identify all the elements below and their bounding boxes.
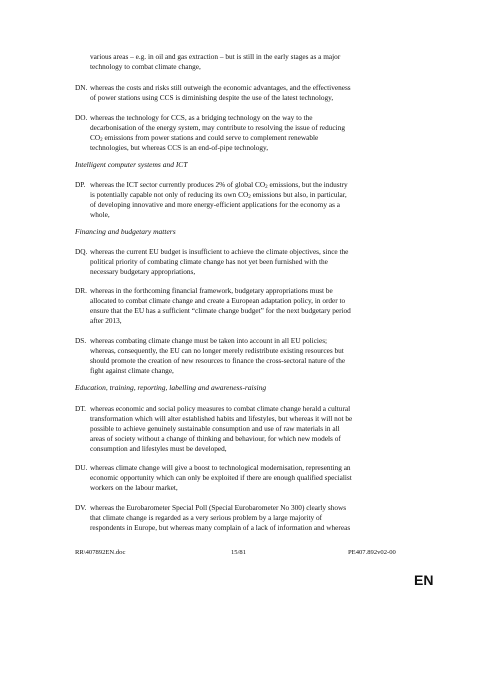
footer-page-number: 15/81 (231, 549, 247, 556)
recital-dq: DQ. whereas the current EU budget is insufficient to achieve the climate objectives, since the political priority of combating climate change has not yet been furnished with the necessary budgetary appropriations, (75, 247, 349, 276)
recital-label: DO. (75, 113, 88, 122)
recital-label: DR. (75, 286, 87, 295)
language-code: EN (414, 572, 434, 588)
recital-du: DU. whereas climate change will give a boost to technological modernisation, representing an economic opportunity which can only be exploited if there are enough qualified specialist workers on the labour market, (75, 463, 352, 492)
recital-dn: DN. whereas the costs and risks still outweigh the economic advantages, and the effectiveness of power stations using CCS is diminishing despite the use of the latest technology, (75, 83, 351, 102)
recital-dt: DT. whereas economic and social policy measures to combat climate change herald a cultural transformation which will alter established habits and lifestyles, but whereas it will not be possible to achieve genuinely sustainable consumption and use of raw materials in all areas of society without a change of thinking and behaviour, for which new models of consumption and lifestyles must be developed, (75, 404, 353, 453)
recital-label: DV. (75, 503, 87, 512)
section-heading-education: Education, training, reporting, labelling and awareness-raising (75, 383, 267, 392)
recital-dp: DP. whereas the ICT sector currently produces 2% of global $CO_2$ emissions, but the industry is potentially capable not only of reducing its own $CO_2$ emissions but also, in particular, of developing innovative and more energy-efficient applications for the economy as a whole, (75, 180, 410, 220)
footer-doc-reference: RR\407892EN.doc (75, 549, 126, 556)
line-with-subscript: whereas the ICT sector currently produces 2% of global $CO_2$ emissions, but the industry (90, 180, 348, 190)
section-heading-ict: Intelligent computer systems and ICT (75, 160, 188, 169)
recital-dv: DV. whereas the Eurobarometer Special Poll (Special Eurobarometer No 300) clearly shows that climate change is regarded as a very serious problem by a large majority of respondents in Europe, but whereas many complain of a lack of information and whereas (75, 503, 351, 532)
line-with-subscript: is potentially capable not only of reducing its own $CO_2$ emissions but also, in particular, (90, 190, 347, 200)
recital-label: DT. (75, 404, 87, 413)
recital-label: DP. (75, 180, 86, 189)
line-with-subscript: $CO_2$ emissions from power stations and could serve to complement renewable (90, 133, 319, 143)
recital-dr: DR. whereas in the forthcoming financial framework, budgetary appropriations must be allocated to combat climate change and create a European adaptation policy, in order to ensure that the EU has a sufficient “climate change budget” for the next budgetary period after 2013, (75, 286, 351, 325)
recital-do: DO. whereas the technology for CCS, as a bridging technology on the way to the decarbonisation of the energy system, may contribute to resolving the issue of reducing $CO_2$ emissions from power stations and could serve to complement renewable technologies, but whereas CCS is an end-of-pipe technology, (75, 113, 410, 153)
footer-pe-reference: PE407.892v02-00 (348, 549, 396, 556)
recital-label: DN. (75, 83, 88, 92)
paragraph-continuation: various areas – e.g. in oil and gas extraction – but is still in the early stages as a major technology to combat climate change, (90, 52, 341, 71)
section-heading-financing: Financing and budgetary matters (75, 227, 176, 236)
recital-label: DQ. (75, 247, 88, 256)
recital-label: DU. (75, 463, 88, 472)
recital-label: DS. (75, 336, 87, 345)
recital-ds: DS. whereas combating climate change must be taken into account in all EU policies; whereas, consequently, the EU can no longer merely redistribute existing resources but should promote the creation of new resources to finance the cross-sectoral nature of the fight against climate change, (75, 336, 346, 375)
